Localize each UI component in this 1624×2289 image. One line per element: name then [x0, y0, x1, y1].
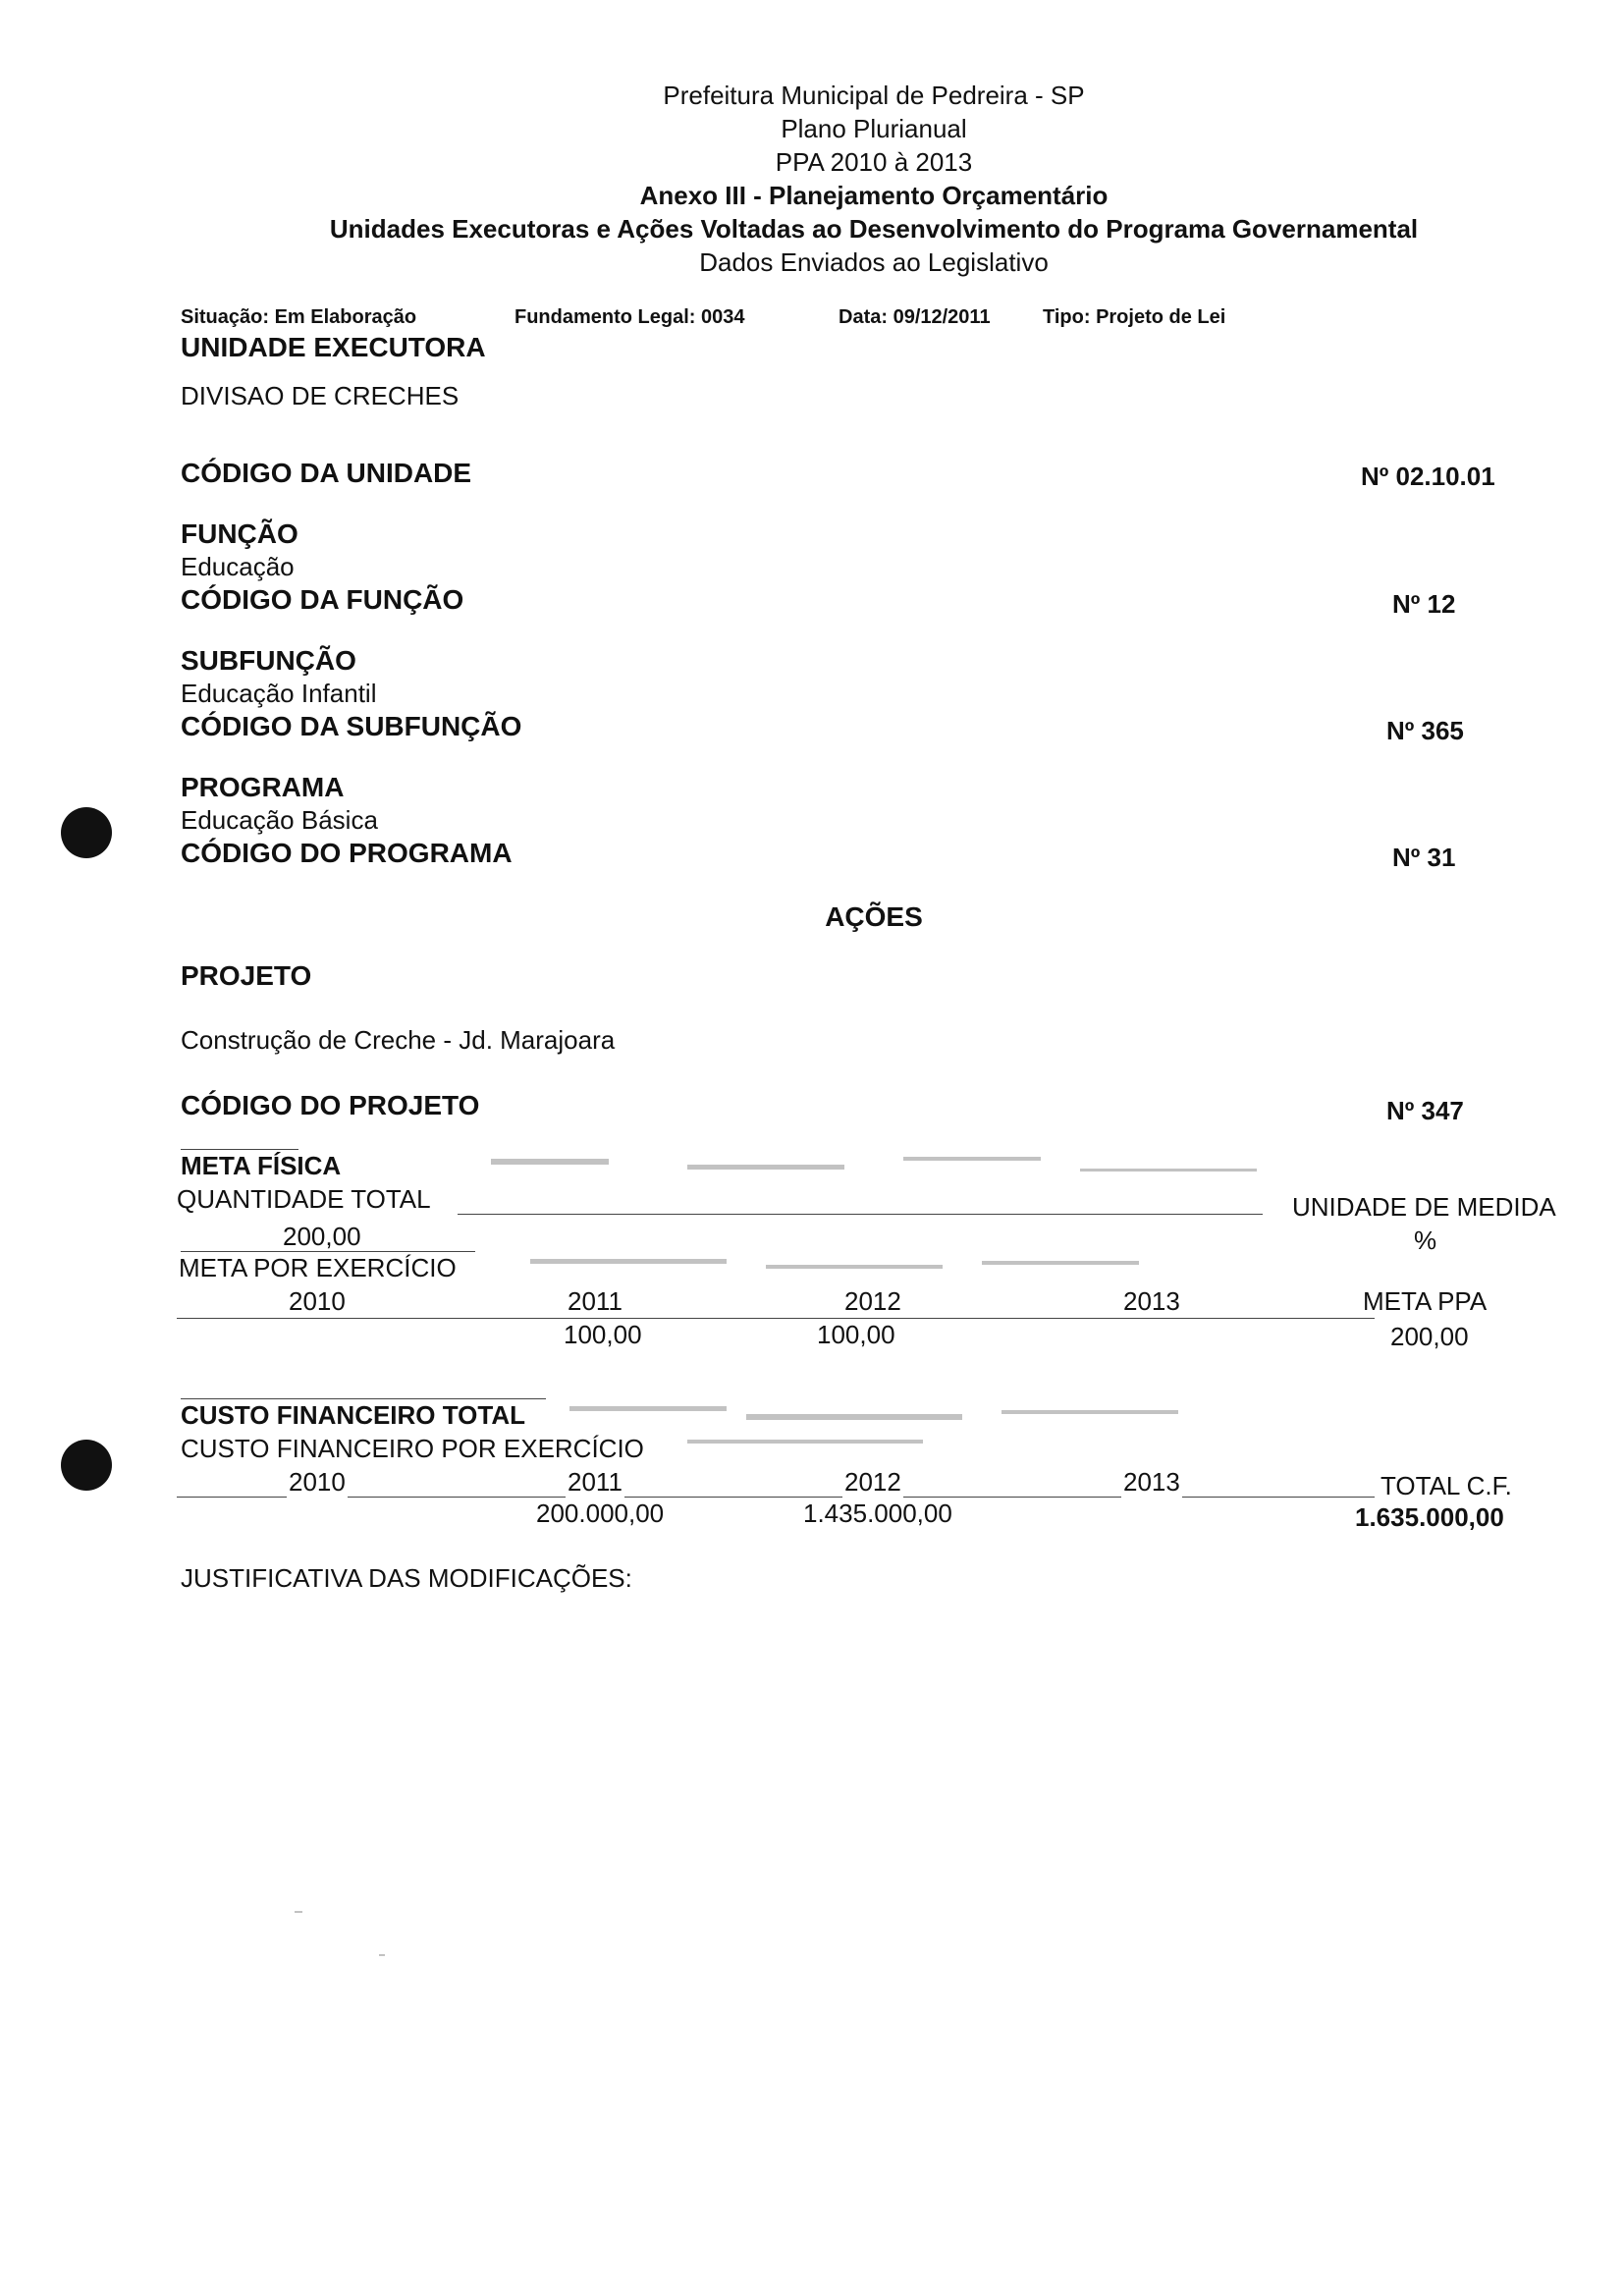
meta-year-2013: 2013 [1123, 1286, 1180, 1316]
projeto-name: Construção de Creche - Jd. Marajoara [181, 1025, 616, 1055]
subfuncao-name: Educação Infantil [181, 679, 377, 708]
meta-situacao: Situação: Em Elaboração [181, 306, 417, 328]
custo-value-2011: 200.000,00 [536, 1499, 665, 1528]
programa-heading: PROGRAMA [181, 772, 345, 802]
custo-year-2010: 2010 [289, 1467, 346, 1497]
meta-fundamento: Fundamento Legal: 0034 [514, 306, 745, 328]
meta-ppa-value: 200,00 [1390, 1322, 1469, 1351]
subfuncao-code: Nº 365 [1386, 716, 1464, 745]
acoes-heading: AÇÕES [825, 901, 923, 932]
custo-year-2011: 2011 [568, 1467, 623, 1497]
projeto-code-label: CÓDIGO DO PROJETO [181, 1090, 480, 1120]
unidade-medida-label: UNIDADE DE MEDIDA [1292, 1192, 1556, 1222]
unidade-heading: UNIDADE EXECUTORA [181, 332, 486, 362]
meta-fisica-heading: META FÍSICA [181, 1151, 342, 1180]
meta-tipo: Tipo: Projeto de Lei [1043, 306, 1226, 328]
meta-ppa-label: META PPA [1363, 1286, 1488, 1316]
meta-year-2012: 2012 [844, 1286, 901, 1316]
punch-hole-lower [61, 1440, 112, 1491]
subfuncao-heading: SUBFUNÇÃO [181, 645, 356, 676]
header-municipality: Prefeitura Municipal de Pedreira - SP [663, 81, 1085, 110]
quantidade-total-label: QUANTIDADE TOTAL [177, 1184, 431, 1214]
quantidade-total-value: 200,00 [283, 1222, 361, 1251]
meta-por-exercicio-label: META POR EXERCÍCIO [179, 1253, 457, 1282]
funcao-name: Educação [181, 552, 295, 581]
custo-total-heading: CUSTO FINANCEIRO TOTAL [181, 1400, 525, 1430]
header-subtitle: Unidades Executoras e Ações Voltadas ao Desenvolvimento do Programa Governamental [329, 214, 1419, 244]
projeto-code: Nº 347 [1386, 1096, 1464, 1125]
custo-value-2012: 1.435.000,00 [803, 1499, 952, 1528]
meta-value-2011: 100,00 [564, 1320, 642, 1349]
header-annex: Anexo III - Planejamento Orçamentário [639, 181, 1109, 210]
programa-name: Educação Básica [181, 805, 378, 835]
custo-year-2013: 2013 [1123, 1467, 1180, 1497]
programa-code: Nº 31 [1392, 843, 1456, 872]
subfuncao-code-label: CÓDIGO DA SUBFUNÇÃO [181, 711, 522, 741]
header-ppa-period: PPA 2010 à 2013 [775, 147, 973, 177]
programa-code-label: CÓDIGO DO PROGRAMA [181, 838, 513, 868]
header-data-sent: Dados Enviados ao Legislativo [699, 247, 1049, 277]
unidade-code: Nº 02.10.01 [1361, 462, 1495, 491]
meta-year-2011: 2011 [568, 1286, 623, 1316]
unidade-medida-value: % [1414, 1226, 1437, 1255]
meta-data: Data: 09/12/2011 [839, 306, 991, 328]
unidade-code-label: CÓDIGO DA UNIDADE [181, 458, 472, 488]
funcao-code: Nº 12 [1392, 589, 1456, 619]
total-cf-label: TOTAL C.F. [1380, 1471, 1512, 1500]
meta-year-2010: 2010 [289, 1286, 346, 1316]
justificativa-label: JUSTIFICATIVA DAS MODIFICAÇÕES: [181, 1563, 632, 1593]
custo-por-exercicio-label: CUSTO FINANCEIRO POR EXERCÍCIO [181, 1434, 644, 1463]
funcao-code-label: CÓDIGO DA FUNÇÃO [181, 584, 464, 615]
unidade-name: DIVISAO DE CRECHES [181, 381, 460, 410]
header-plan: Plano Plurianual [781, 114, 967, 143]
custo-year-2012: 2012 [844, 1467, 901, 1497]
meta-value-2012: 100,00 [817, 1320, 895, 1349]
projeto-heading: PROJETO [181, 960, 312, 991]
funcao-heading: FUNÇÃO [181, 518, 298, 549]
punch-hole-upper [61, 807, 112, 858]
total-cf-value: 1.635.000,00 [1355, 1502, 1504, 1532]
